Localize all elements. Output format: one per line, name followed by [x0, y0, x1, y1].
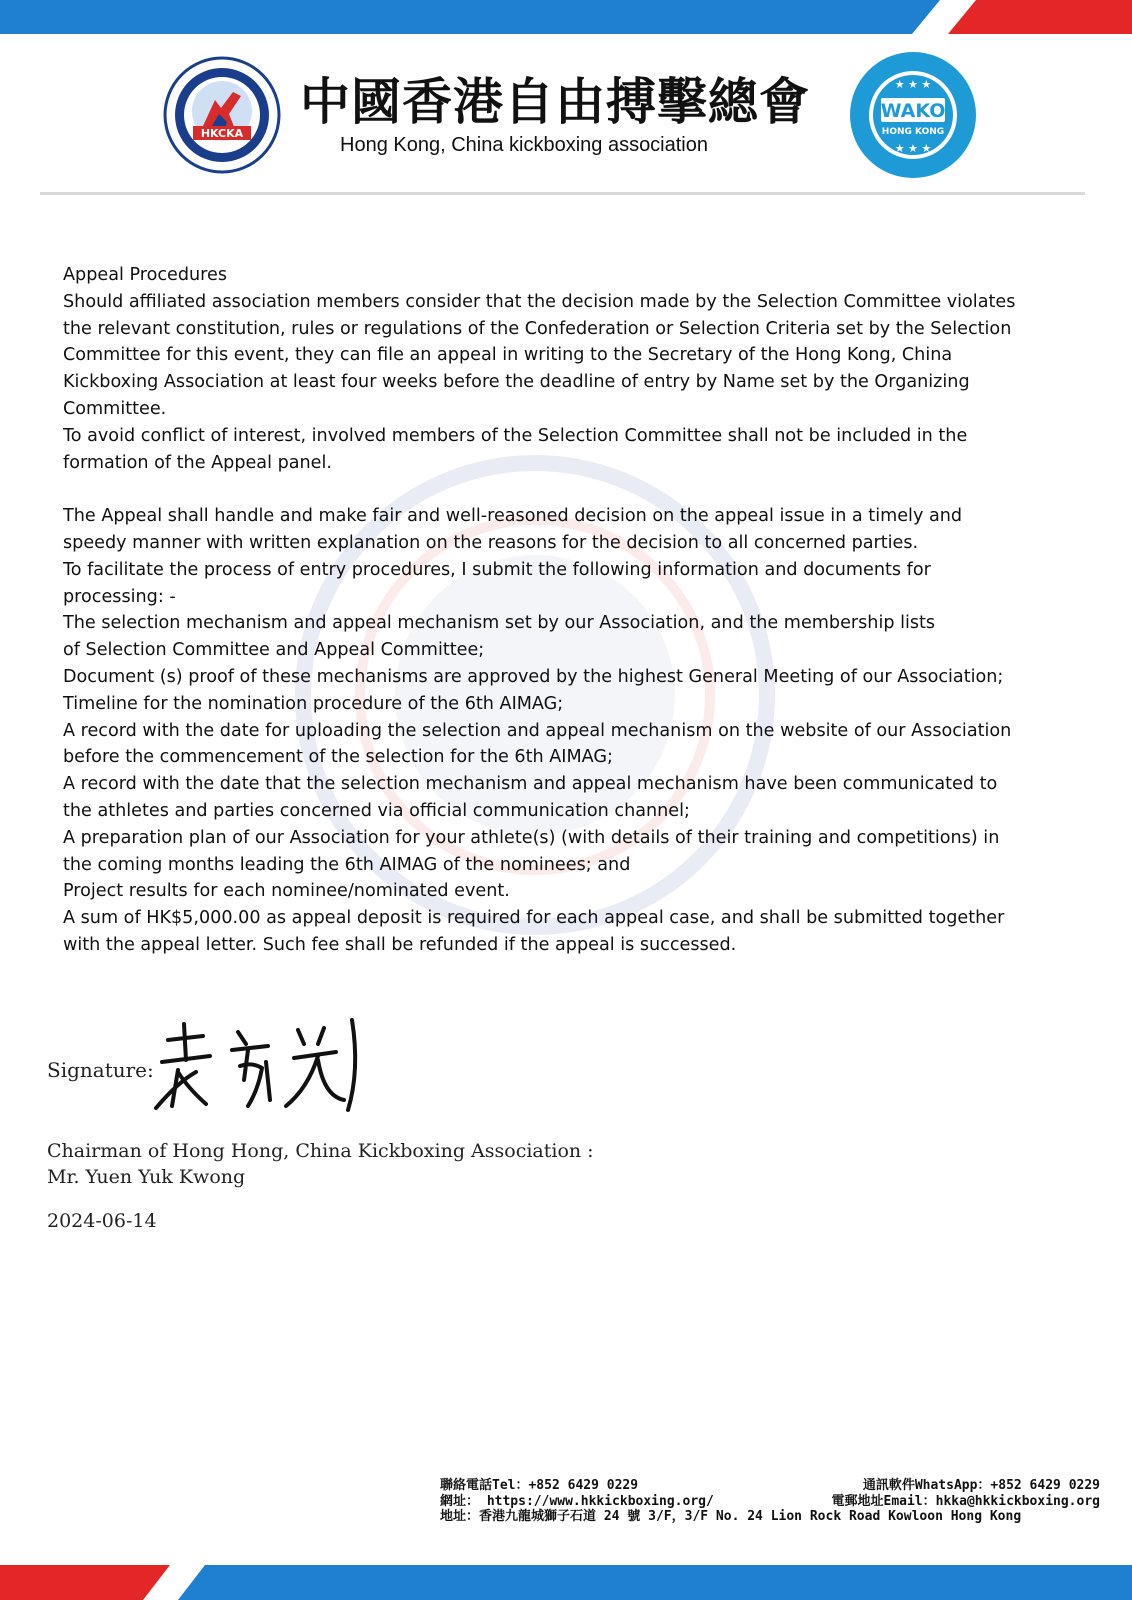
- body-line: A record with the date that the selection mechanism and appeal mechanism have been communicated to: [63, 774, 998, 795]
- body-line: speedy manner with written explanation on the reasons for the decision to all concerned parties.: [63, 532, 919, 553]
- body-line: before the commencement of the selection for the 6th AIMAG;: [63, 747, 613, 768]
- top-red-stripe: [0, 0, 1132, 34]
- body-line: the coming months leading the 6th AIMAG of the nominees; and: [63, 854, 631, 875]
- document-date: 2024-06-14: [47, 1210, 157, 1232]
- hkcka-logo-text: HKCKA: [200, 127, 244, 140]
- bottom-red-stripe: [0, 1565, 1132, 1600]
- body-line: A preparation plan of our Association for your athlete(s) (with details of their training and competitions) in: [63, 827, 1000, 848]
- body-line: processing: -: [63, 586, 176, 607]
- header-divider: [40, 192, 1085, 195]
- signature-label: Signature:: [47, 1058, 154, 1082]
- body-line: The selection mechanism and appeal mechanism set by our Association, and the membership lists: [63, 613, 936, 634]
- chairman-block: [47, 1138, 594, 1190]
- body-line: with the appeal letter. Such fee shall be refunded if the appeal is successed.: [63, 934, 737, 955]
- paragraph-gap: [63, 476, 1108, 503]
- body-line: Committee for this event, they can file an appeal in writing to the Secretary of the Hong Kong, China: [63, 345, 953, 366]
- handwritten-signature: [148, 1010, 368, 1120]
- body-line: of Selection Committee and Appeal Committee;: [63, 640, 485, 661]
- body-line: To facilitate the process of entry procedures, I submit the following information and documents for: [63, 559, 931, 580]
- wako-logo-subtext: HONG KONG: [881, 127, 945, 137]
- appeal-procedures-body: [63, 262, 1108, 959]
- chairman-name: Mr. Yuen Yuk Kwong: [47, 1166, 246, 1188]
- svg-text:★ ★ ★: ★ ★ ★: [894, 142, 932, 155]
- body-line: A sum of HK$5,000.00 as appeal deposit is required for each appeal case, and shall be submitted together: [63, 908, 1005, 929]
- body-line: Document (s) proof of these mechanisms are approved by the highest General Meeting of our Association;: [63, 666, 1004, 687]
- contact-footer: [440, 1478, 1100, 1525]
- wako-logo: [848, 50, 978, 180]
- hkcka-logo: [163, 56, 281, 174]
- body-line: Project results for each nominee/nominated event.: [63, 881, 510, 902]
- footer-email: 電郵地址Email：hkka@hkkickboxing.org: [831, 1493, 1100, 1509]
- association-title-chinese: 中國香港自由搏擊總會: [300, 73, 810, 131]
- body-line: the relevant constitution, rules or regulations of the Confederation or Selection Criteria set by the Selection: [63, 318, 1012, 339]
- section-heading: Appeal Procedures: [63, 265, 228, 285]
- svg-text:★ ★ ★: ★ ★ ★: [894, 78, 932, 91]
- body-line: Committee.: [63, 398, 167, 419]
- wako-logo-text: WAKO: [880, 100, 946, 122]
- body-line: To avoid conflict of interest, involved members of the Selection Committee shall not be included in the: [63, 425, 968, 446]
- body-line: The Appeal shall handle and make fair and well-reasoned decision on the appeal issue in a timely and: [63, 506, 963, 527]
- footer-tel: 聯絡電話Tel：+852 6429 0229: [440, 1478, 639, 1493]
- footer-address: 地址：香港九龍城獅子石道 24 號 3/F，3/F No. 24 Lion Rock Road Kowloon Hong Kong: [440, 1509, 1022, 1524]
- body-line: formation of the Appeal panel.: [63, 452, 332, 473]
- body-line: Kickboxing Association at least four weeks before the deadline of entry by Name set by the Organizing: [63, 372, 970, 393]
- body-line: A record with the date for uploading the selection and appeal mechanism on the website of our Association: [63, 720, 1012, 741]
- association-title-english: Hong Kong, China kickboxing association: [340, 134, 708, 156]
- body-line: Timeline for the nomination procedure of the 6th AIMAG;: [63, 693, 564, 714]
- body-line: the athletes and parties concerned via official communication channel;: [63, 800, 690, 821]
- chairman-title: Chairman of Hong Hong, China Kickboxing Association :: [47, 1140, 594, 1162]
- body-line: Should affiliated association members consider that the decision made by the Selection Committee violates: [63, 291, 1016, 312]
- footer-website: 網址： https://www.hkkickboxing.org/: [440, 1493, 714, 1509]
- footer-whatsapp: 通訊軟件WhatsApp：+852 6429 0229: [862, 1478, 1100, 1493]
